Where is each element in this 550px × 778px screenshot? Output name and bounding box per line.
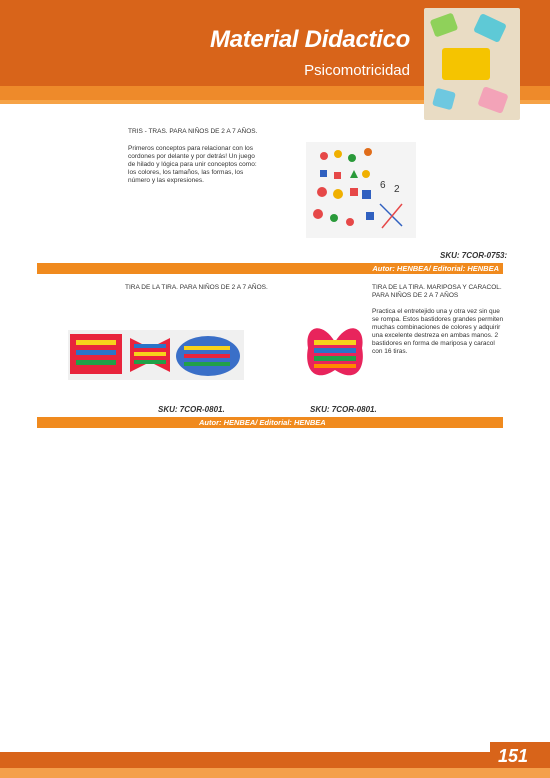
- product-1-heading: TRIS - TRAS. PARA NIÑOS DE 2 A 7 AÑOS.: [128, 128, 258, 135]
- puzzle-piece-yellow-icon: [442, 48, 490, 80]
- author-bar-2-text: Autor: HENBEA/ Editorial: HENBEA: [199, 418, 326, 427]
- product-2-heading: TIRA DE LA TIRA. PARA NIÑOS DE 2 A 7 AÑOS.: [125, 284, 268, 291]
- product-1-photo: [300, 132, 422, 244]
- puzzle-piece-pink-icon: [477, 86, 508, 114]
- puzzle-piece-blue-icon: [473, 13, 507, 43]
- product-3-sku: SKU: 7COR-0801.: [310, 405, 377, 414]
- product-3-description: Practica el entretejido una y otra vez sin que se rompa. Estos bastidores grandes permiten muchas combinaciones de colores y adquirir una excelente destreza en ambas manos. 2 bastidores en forma de mariposa y caracol con 16 tiras.: [372, 308, 504, 355]
- author-bar-1-text: Autor: HENBEA/ Editorial: HENBEA: [372, 264, 499, 273]
- tris-tras-cards-image: [300, 132, 422, 244]
- page-subtitle: Psicomotricidad: [304, 62, 410, 79]
- page-title: Material Didactico: [210, 26, 410, 53]
- product-2-sku: SKU: 7COR-0801.: [158, 405, 225, 414]
- weaving-frames-image: [68, 330, 244, 380]
- footer-band: [0, 752, 550, 768]
- puzzle-piece-green-icon: [430, 12, 459, 37]
- svg-text:6: 6: [380, 180, 386, 191]
- butterfly-frame-image: [302, 318, 368, 390]
- puzzle-logo: [424, 8, 520, 120]
- product-2-photo: [68, 330, 244, 380]
- author-bar-1: [37, 263, 503, 274]
- product-1-description: Primeros conceptos para relacionar con los cordones por delante y por detrás! Un juego de hilado y lógica para unir conceptos como: los colores, los tamaños, las formas, los número y las expresiones.: [128, 145, 257, 184]
- product-3-heading: TIRA DE LA TIRA. MARIPOSA Y CARACOL. PARA NIÑOS DE 2 A 7 AÑOS: [372, 284, 502, 299]
- product-1-sku: SKU: 7COR-0753:: [440, 251, 508, 260]
- product-3-photo: [302, 318, 368, 390]
- puzzle-piece-small-blue-icon: [432, 88, 456, 111]
- svg-text:2: 2: [394, 184, 400, 195]
- footer-stripe: [0, 768, 550, 778]
- author-bar-2: [37, 417, 503, 428]
- page-number: 151: [497, 746, 528, 766]
